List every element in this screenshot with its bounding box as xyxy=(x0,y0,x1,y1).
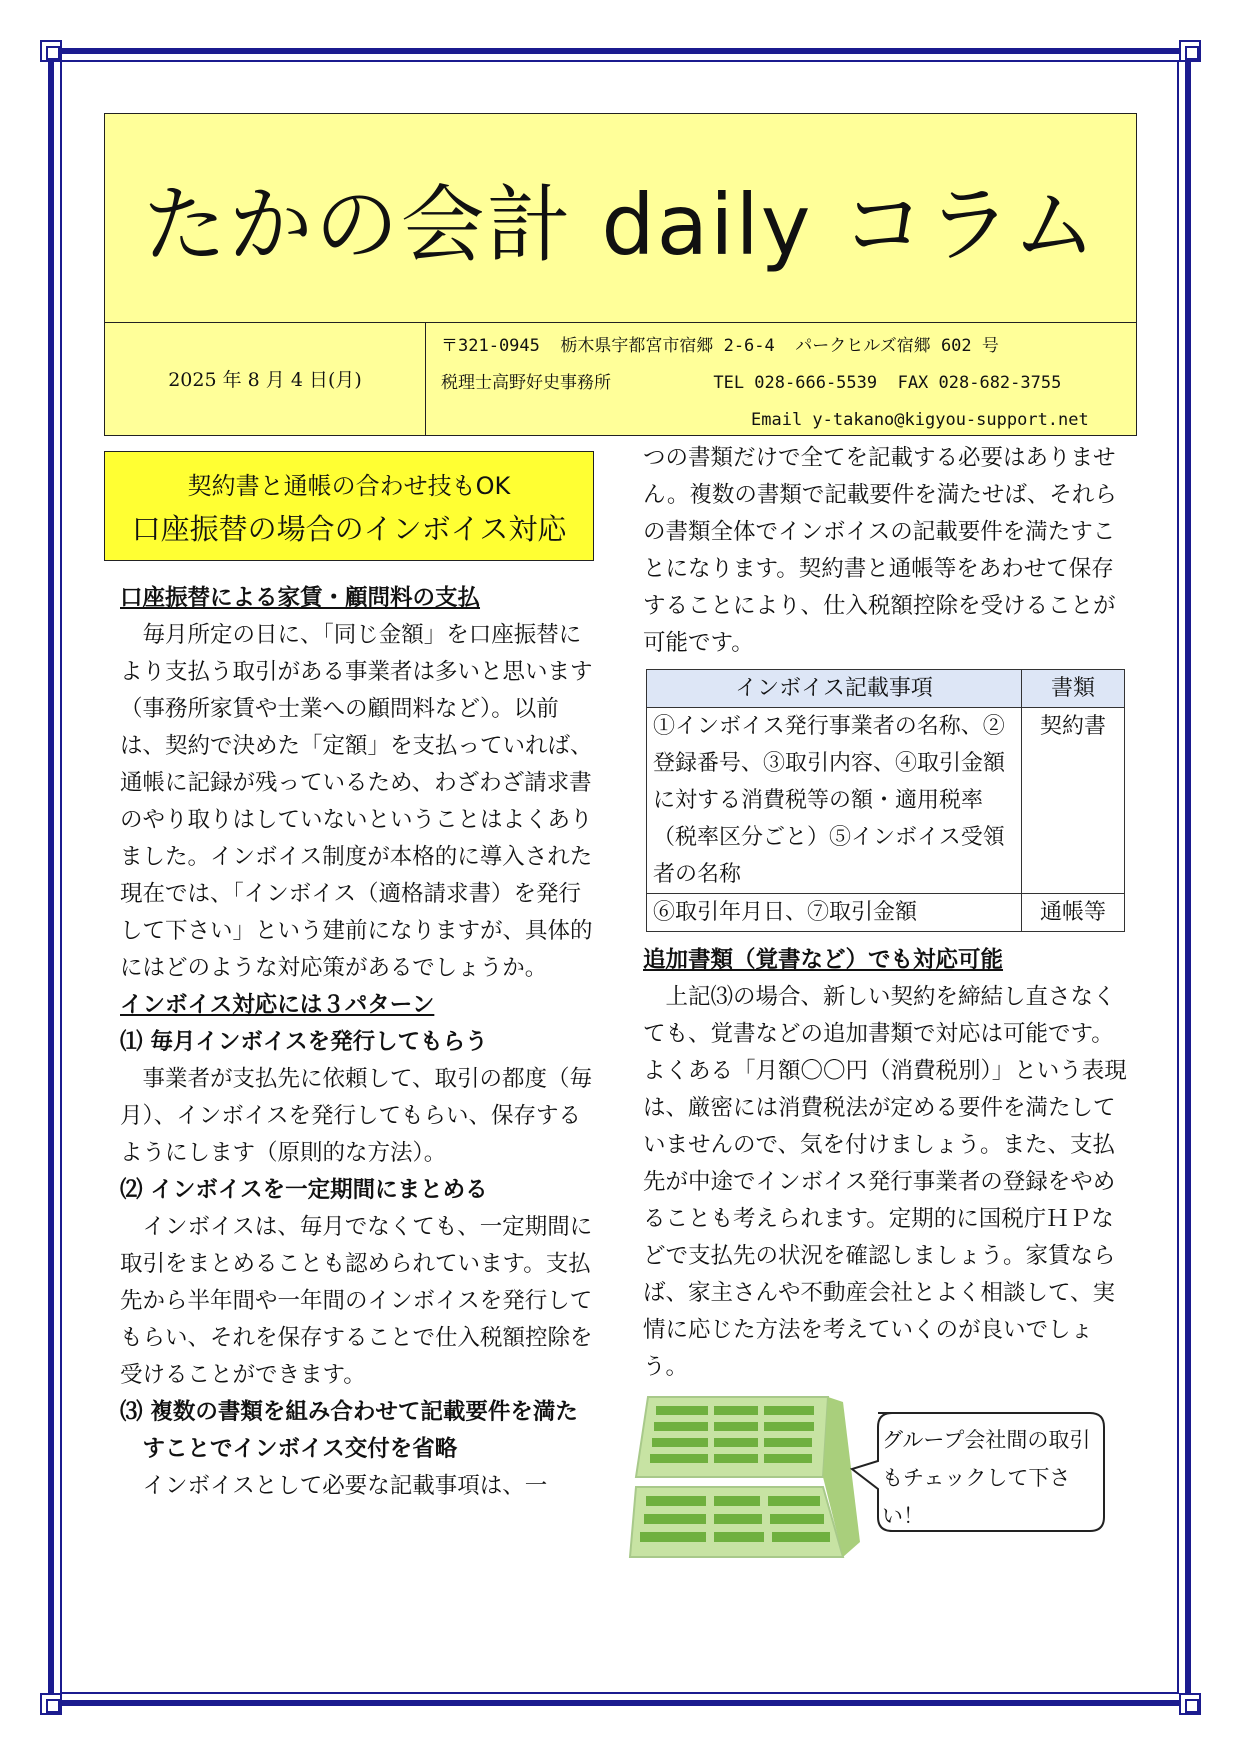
office-email-text: Email y-takano@kigyou-support.net xyxy=(751,410,1089,430)
table-cell: ①インボイス発行事業者の名称、②登録番号、③取引内容、④取引金額に対する消費税等の額・適用税率（税率区分ごと）⑤インボイス受領者の名称 xyxy=(647,708,1022,894)
right-column-bottom xyxy=(643,942,1131,1386)
masthead-title: たかの会計 daily コラム xyxy=(105,114,1136,323)
pattern-body: 事業者が支払先に依頼して、取引の都度（毎月）、インボイスを発行してもらい、保存するようにします（原則的な方法）。 xyxy=(120,1066,593,1166)
table-row xyxy=(647,894,1125,932)
table-cell: ⑥取引年月日、⑦取引金額 xyxy=(647,894,1022,932)
table-cell: 通帳等 xyxy=(1022,894,1125,932)
masthead xyxy=(104,113,1137,436)
office-tel-fax: TEL 028-666-5539 FAX 028-682-3755 xyxy=(713,373,1062,393)
corner-ornament xyxy=(1179,1693,1201,1715)
corner-ornament xyxy=(40,1693,62,1715)
pattern-body: インボイスは、毎月でなくても、一定期間に取引をまとめることも認められています。支払先から半年間や一年間のインボイスを発行してもらい、それを保存することで仕入税額控除を受けることができます。 xyxy=(120,1214,593,1388)
pattern-title: ⑴ 毎月インボイスを発行してもらう xyxy=(120,1029,488,1055)
pattern-title: ⑶ 複数の書類を組み合わせて記載要件を満たすことでインボイス交付を省略 xyxy=(120,1399,578,1462)
section-title: インボイス対応には３パターン xyxy=(120,992,435,1018)
issue-date: 2025 年 8 月 4 日(月) xyxy=(105,322,426,435)
section-title: 追加書類（覚書など）でも対応可能 xyxy=(643,947,1004,973)
section-body: 毎月所定の日に、「同じ金額」を口座振替により支払う取引がある事業者は多いと思います（事務所家賃や士業への顧問料など）。以前は、契約で決めた「定額」を支払っていれば、通帳に記録が残っているため、わざわざ請求書のやり取りはしていないということはよくありました。インボイス制度が本格的に導入された現在では、「インボイス（適格請求書）を発行して下さい」という建前になりますが、具体的にはどのような対応策があるでしょうか。 xyxy=(120,622,593,981)
office-name: 税理士高野好史事務所 xyxy=(441,373,611,393)
office-name-phone xyxy=(441,365,1089,402)
table-header: 書類 xyxy=(1022,670,1125,708)
office-info xyxy=(441,328,1089,439)
section-body: 上記⑶の場合、新しい契約を締結し直さなくても、覚書などの追加書類で対応は可能です。よくある「月額〇〇円（消費税別）」という表現は、厳密には消費税法が定める要件を満たしていませんので、気を付けましょう。また、支払先が中途でインボイス発行事業者の登録をやめることも考えられます。定期的に国税庁ＨＰなどで支払先の状況を確認しましょう。家賃ならば、家主さんや不動産会社とよく相談して、実情に応じた方法を考えていくのが良いでしょう。 xyxy=(643,984,1127,1380)
section-title: 口座振替による家賃・顧問料の支払 xyxy=(120,585,481,611)
continued-body: つの書類だけで全てを記載する必要はありません。複数の書類で記載要件を満たせば、それらの書類全体でインボイスの記載要件を満たすことになります。契約書と通帳等をあわせて保存することにより、仕入税額控除を受けることが可能です。 xyxy=(643,445,1117,656)
right-column-top xyxy=(643,440,1131,662)
article-headline xyxy=(104,451,594,561)
table-cell: 契約書 xyxy=(1022,708,1125,894)
speech-bubble-text: グループ会社間の取引もチェックして下さい！ xyxy=(882,1428,1091,1528)
headline-subtitle: 契約書と通帳の合わせ技もOK xyxy=(187,472,511,500)
office-address: 〒321-0945 栃木県宇都宮市宿郷 2-6-4 パークヒルズ宿郷 602 号 xyxy=(441,336,999,356)
left-column xyxy=(120,580,598,1505)
headline-title: 口座振替の場合のインボイス対応 xyxy=(131,512,567,546)
invoice-requirements-table xyxy=(646,669,1125,932)
table-row xyxy=(647,708,1125,894)
bankbook-illustration xyxy=(628,1392,868,1562)
table-header: インボイス記載事項 xyxy=(647,670,1022,708)
corner-ornament xyxy=(40,40,62,62)
corner-ornament xyxy=(1179,40,1201,62)
table-header-row xyxy=(647,670,1125,708)
pattern-body: インボイスとして必要な記載事項は、一 xyxy=(142,1473,548,1499)
pattern-title: ⑵ インボイスを一定期間にまとめる xyxy=(120,1177,488,1203)
office-email xyxy=(441,402,1089,439)
